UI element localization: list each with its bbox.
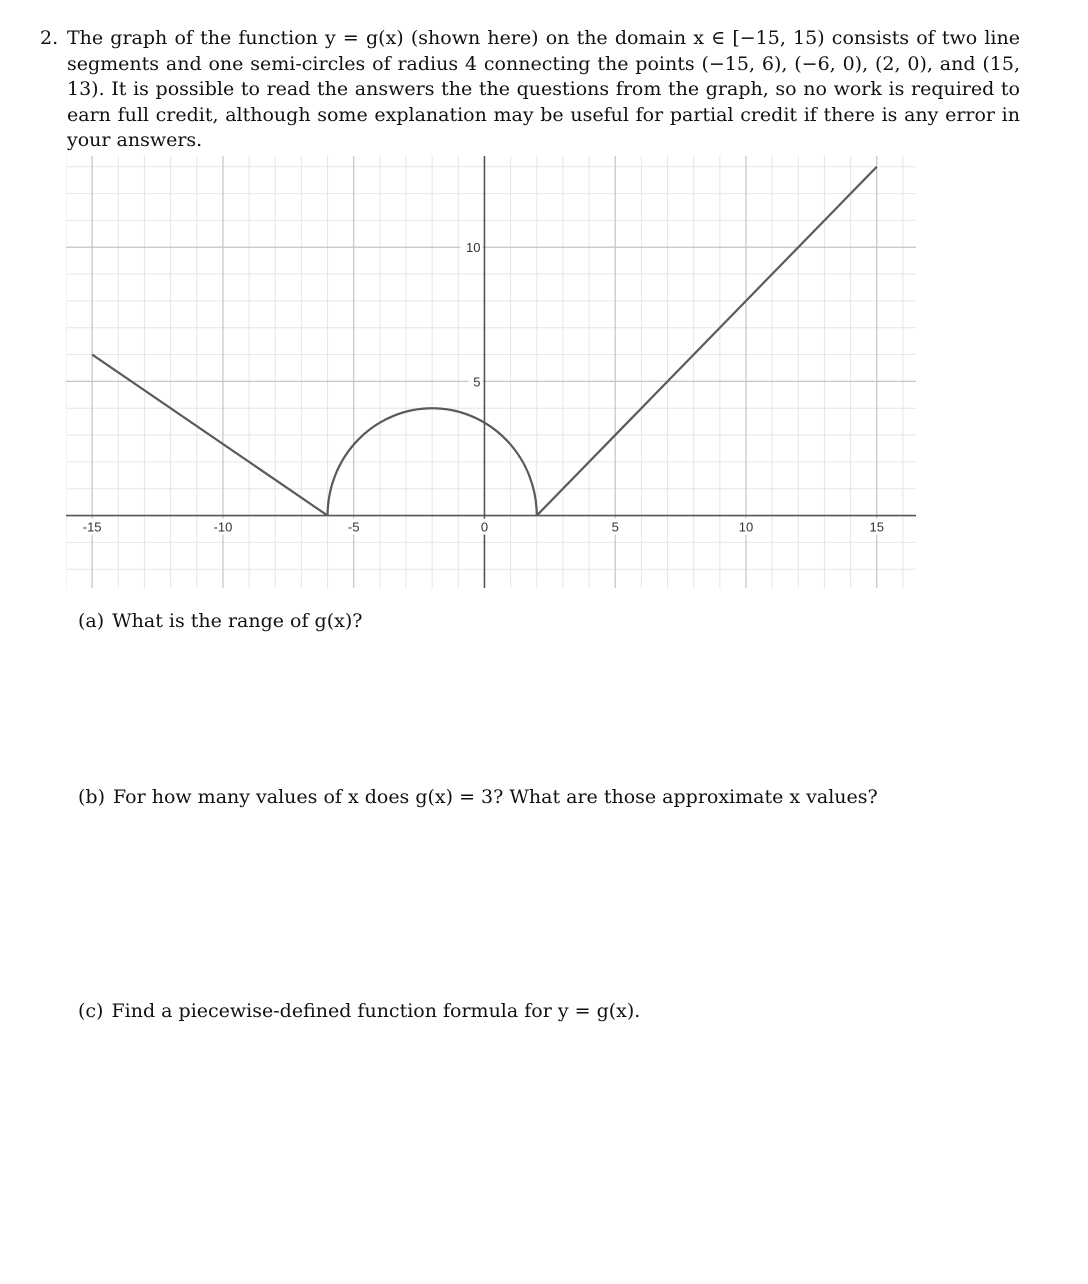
graph-svg <box>66 156 916 588</box>
x-tick-label: 10 <box>738 519 754 535</box>
x-tick-label: -15 <box>82 519 102 535</box>
question-b-label: (b) <box>78 786 105 808</box>
y-tick-label: 5 <box>473 374 481 390</box>
question-b <box>78 785 878 809</box>
question-a-label: (a) <box>78 610 105 632</box>
question-a <box>78 609 362 633</box>
graph-segment-2 <box>537 167 877 516</box>
x-tick-label: -10 <box>213 519 233 535</box>
question-c-text: Find a piecewise-defined function formula for y = g(x). <box>111 1000 641 1022</box>
question-c <box>78 999 640 1023</box>
question-c-label: (c) <box>78 1000 104 1022</box>
x-tick-label: 0 <box>480 519 489 535</box>
problem-intro-part2: It is possible to read the answers the the questions from the graph, so no work is required to earn full credit, although some explanation may be useful for partial credit if there is any error in your answers. <box>67 78 1021 151</box>
x-tick-label: -5 <box>347 519 360 535</box>
y-tick-label: 10 <box>465 240 481 256</box>
question-b-text: For how many values of x does g(x) = 3? What are those approximate x values? <box>113 786 878 808</box>
problem-statement <box>40 26 1020 154</box>
question-a-text: What is the range of g(x)? <box>112 610 363 632</box>
x-tick-label: 5 <box>611 519 619 535</box>
problem-intro-part1: The graph of the function y = g(x) (shown here) on the domain x ∈ [−15, 15) consists of two line segments and one semi-circles of radius 4 connecting the points (−15, 6), (−6, 0), (2, 0), and (15, 13). <box>67 27 1020 100</box>
x-tick-label: 15 <box>869 519 885 535</box>
function-graph <box>66 156 916 588</box>
problem-number: 2. <box>40 27 59 49</box>
